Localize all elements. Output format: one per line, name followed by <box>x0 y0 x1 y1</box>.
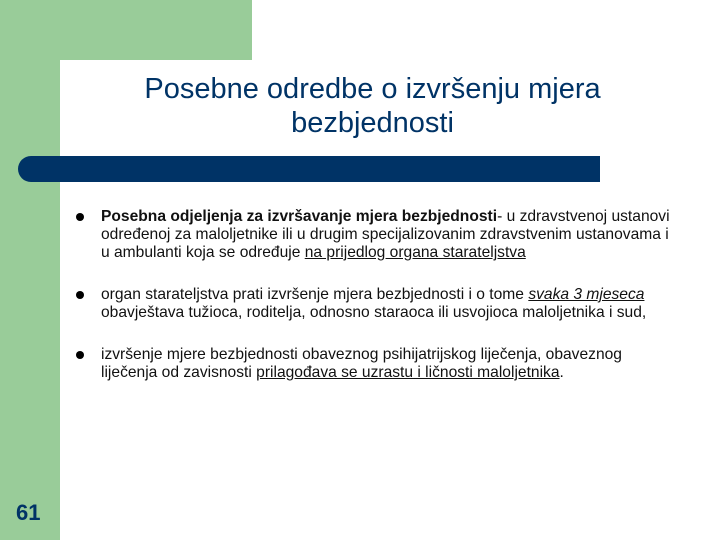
left-green-band <box>0 0 60 540</box>
bullet-dot-icon <box>76 291 84 299</box>
bullet-text: izvršenje mjere bezbjednosti obaveznog psihijatrijskog liječenja, obaveznog liječenja od zavisnosti <box>101 346 622 381</box>
bullet-emphasis: svaka 3 mjeseca <box>528 286 645 303</box>
bullet-text: obavještava tužioca, roditelja, odnosno staraoca ili usvojioca maloljetnika i sud, <box>101 304 647 321</box>
bullet-text: - u zdravstvenoj ustanovi određenoj za maloljetnike ili u drugim specijalizovanim zdravstvenim ustanovama i u ambulanti koja se određuje <box>101 208 670 261</box>
slide-title-line2: bezbjednosti <box>291 107 454 139</box>
title-underline-bar <box>18 156 600 182</box>
bullet-bold-text: Posebna odjeljenja za izvršavanje mjera bezbjednosti <box>101 208 498 225</box>
bullet-link[interactable]: prilagođava se uzrastu i ličnosti maloljetnika <box>256 364 560 381</box>
bullet-list <box>76 208 676 406</box>
bullet-link[interactable]: na prijedlog organa starateljstva <box>304 244 526 261</box>
page-number: 61 <box>16 500 41 525</box>
bullet-dot-icon <box>76 351 84 359</box>
bullet-text: . <box>559 364 564 381</box>
bullet-item <box>76 346 676 382</box>
bullet-text: organ starateljstva prati izvršenje mjera bezbjednosti i o tome <box>101 286 529 303</box>
slide-title <box>100 72 645 140</box>
slide-title-line1: Posebne odredbe o izvršenju mjera <box>144 73 601 105</box>
bullet-item <box>76 208 676 262</box>
bullet-dot-icon <box>76 213 84 221</box>
top-green-band <box>60 0 252 60</box>
bullet-item <box>76 286 676 322</box>
